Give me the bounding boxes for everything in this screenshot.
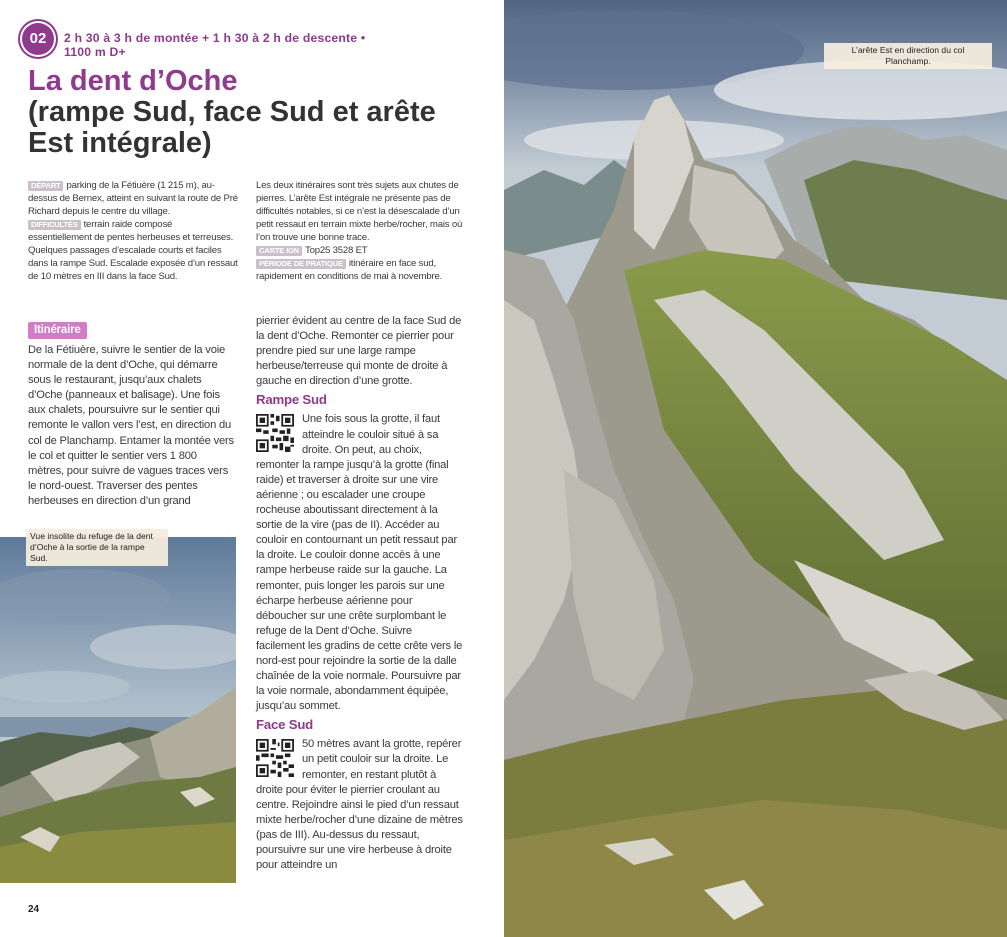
arete-photo xyxy=(504,0,1007,937)
carte-text: Top25 3528 ET xyxy=(304,245,368,256)
difficultes-tag: DIFFICULTÉS xyxy=(28,220,81,230)
title-line-1: La dent d’Oche xyxy=(28,65,238,97)
periode-tag: PÉRIODE DE PRATIQUE xyxy=(256,259,346,269)
depart-tag: DÉPART xyxy=(28,181,63,191)
route-intro: pierrier évident au centre de la face Sud de la dent d’Oche. Remonter ce pierrier pour prendre pied sur une large rampe herbeuse/terreuse qui monte de droite à gauche en direction d’une grotte. xyxy=(256,315,462,388)
itineraire-heading: Itinéraire xyxy=(28,322,87,339)
carte-tag: CARTE IGN xyxy=(256,246,302,256)
page-title xyxy=(28,66,488,159)
warning-text: Les deux itinéraires sont très sujets aux chutes de pierres. L’arête Est intégrale ne présente pas de difficultés notables, si ce n’est la désescalade d’un petit ressaut en terrain mixte herbe/rocher, mais où l’on trouve une bonne trace. xyxy=(256,180,463,243)
page-number: 24 xyxy=(28,904,40,915)
rampe-sud-text: Une fois sous la grotte, il faut atteindre le couloir situé à sa droite. On peut, au choix, remonter la rampe jusqu’à la grotte (final raide) et traverser à droite sur une vire aérienne ; ou escalader une croupe rocheuse aboutissant directement à la sortie de la vire (pas de II). Accéder au couloir en contournant un petit ressaut par la droite. Le couloir donne accès à une rampe herbeuse raide sur la gauche. La remonter, puis longer les parois sur une écharpe herbeuse aérienne pour déboucher sur une crête surplombant le refuge de la Dent d’Oche. Suivre facilement les gradins de cette crête vers le nord-est pour rejoindre la sortie de la dalle chaînée de la voie normale. Poursuivre par la voie normale, abondamment équipée, jusqu’au sommet. xyxy=(256,413,463,713)
itineraire-text: De la Fétiuère, suivre le sentier de la voie normale de la dent d’Oche, qui démarre sous le restaurant, jusqu’aux chalets d’Oche (panneaux et balisage). Une fois aux chalets, poursuivre sur le sentier qui remonte le vallon vers l’est, en direction du col de Planchamp. Entamer la montée vers le col et quitter le sentier vers 1 800 mètres, pour suivre de vagues traces vers le nord-ouest. Traverser des pentes herbeuses en direction d’un grand xyxy=(28,344,234,507)
face-sud-qr-code[interactable] xyxy=(256,739,294,777)
difficultes-text: terrain raide composé essentiellement de pentes herbeuses et terreuses. Quelques passages d’escalade courts et faciles dans la rampe Sud. Escalade exposée d’un ressaut de 10 mètres en III dans la face Sud. xyxy=(28,219,238,282)
right-photo-caption: L’arête Est en direction du col Planchamp. xyxy=(824,43,992,69)
itineraire-column xyxy=(28,322,234,509)
info-right-column xyxy=(256,179,466,283)
periode-text: itinéraire en face sud, rapidement en conditions de mai à novembre. xyxy=(256,258,443,282)
route-meta: 2 h 30 à 3 h de montée + 1 h 30 à 2 h de descente • 1100 m D+ xyxy=(64,31,366,59)
left-photo-caption: Vue insolite du refuge de la dent d’Oche à la sortie de la rampe Sud. xyxy=(26,529,168,566)
rampe-sud-qr-code[interactable] xyxy=(256,414,294,452)
route-column xyxy=(256,314,463,873)
rampe-sud-heading: Rampe Sud xyxy=(256,392,327,408)
info-left-column xyxy=(28,179,238,283)
face-sud-text: 50 mètres avant la grotte, repérer un petit couloir sur la droite. Le remonter, en restant plutôt à droite pour éviter le pierrier croulant au centre. Rejoindre ainsi le pied d’un ressaut mixte herbe/rocher d’une dizaine de mètres (pas de III). Au-dessus du ressaut, poursuivre sur une vire herbeuse à droite pour atteindre un xyxy=(256,738,463,872)
title-line-2: (rampe Sud, face Sud et arête Est intégrale) xyxy=(28,96,436,159)
refuge-photo xyxy=(0,537,236,883)
face-sud-heading: Face Sud xyxy=(256,717,314,733)
route-number-badge: 02 xyxy=(22,23,54,55)
depart-text: parking de la Fétiuère (1 215 m), au-dessus de Bernex, atteint en suivant la route de Pré Richard depuis le centre du village. xyxy=(28,180,238,217)
